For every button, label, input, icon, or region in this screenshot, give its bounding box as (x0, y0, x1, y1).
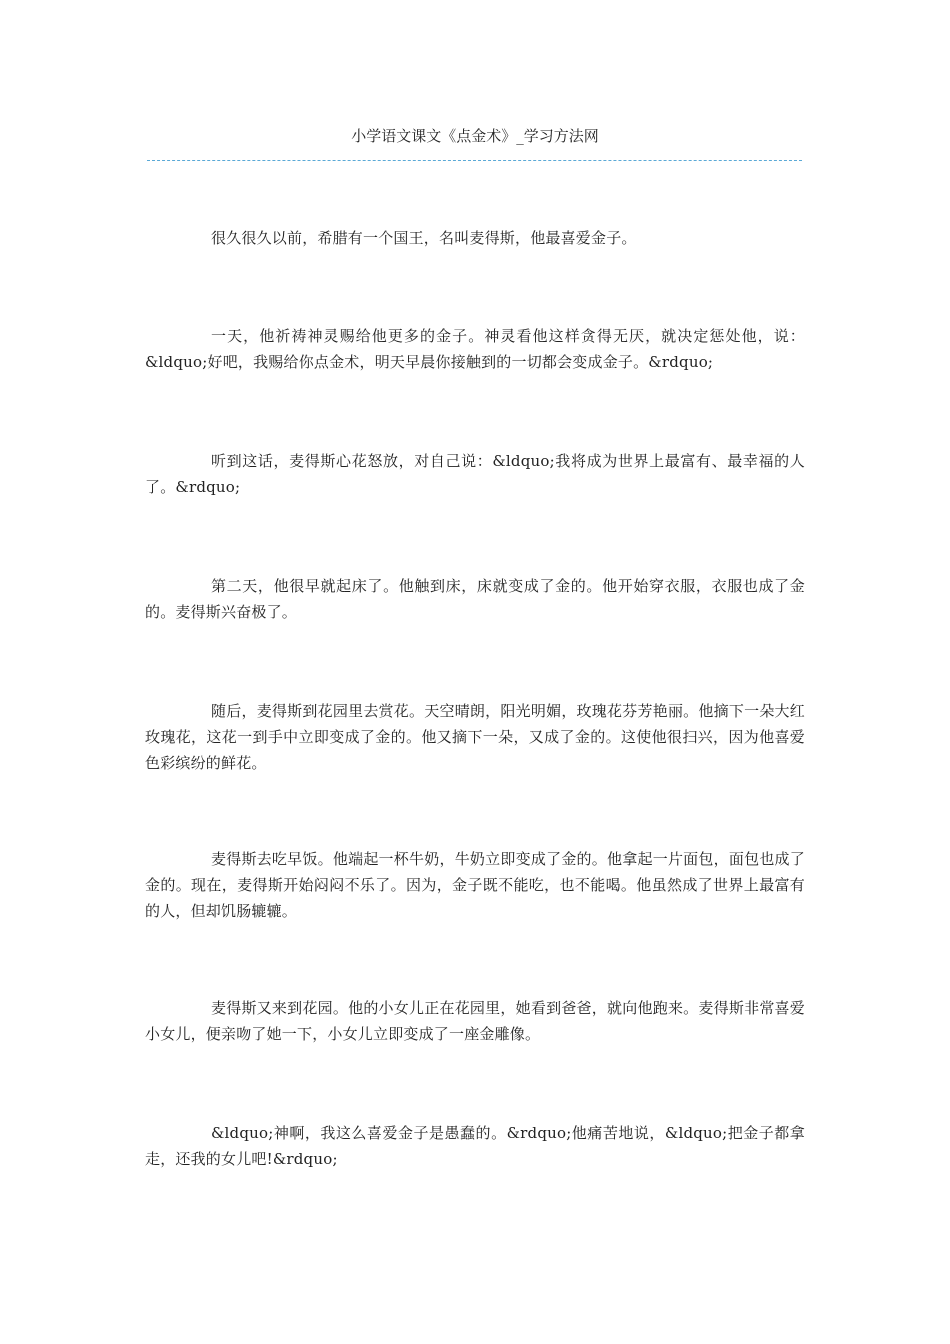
paragraph: 很久很久以前，希腊有一个国王，名叫麦得斯，他最喜爱金子。 (211, 229, 637, 247)
document-title: 小学语文课文《点金术》_学习方法网 (351, 127, 599, 145)
paragraph: 随后，麦得斯到花园里去赏花。天空晴朗，阳光明媚，玫瑰花芬芳艳丽。他摘下一朵大红玫瑰花，这花一到手中立即变成了金的。他又摘下一朵，又成了金的。这使他很扫兴，因为他喜爱色彩缤纷的鲜花。 (145, 702, 805, 772)
title-divider (147, 160, 802, 161)
paragraph: 麦得斯又来到花园。他的小女儿正在花园里，她看到爸爸，就向他跑来。麦得斯非常喜爱小女儿，便亲吻了她一下，小女儿立即变成了一座金雕像。 (145, 999, 805, 1043)
paragraph: 麦得斯去吃早饭。他端起一杯牛奶，牛奶立即变成了金的。他拿起一片面包，面包也成了金的。现在，麦得斯开始闷闷不乐了。因为，金子既不能吃，也不能喝。他虽然成了世界上最富有的人，但却饥肠辘辘。 (145, 850, 805, 920)
paragraph: &ldquo;神啊，我这么喜爱金子是愚蠢的。&rdquo;他痛苦地说，&ldquo;把金子都拿走，还我的女儿吧!&rdquo; (145, 1124, 805, 1168)
paragraph: 一天，他祈祷神灵赐给他更多的金子。神灵看他这样贪得无厌，就决定惩处他，说：&ldquo;好吧，我赐给你点金术，明天早晨你接触到的一切都会变成金子。&rdquo; (145, 327, 805, 371)
paragraph: 第二天，他很早就起床了。他触到床，床就变成了金的。他开始穿衣服，衣服也成了金的。麦得斯兴奋极了。 (145, 577, 805, 621)
paragraph: 听到这话，麦得斯心花怒放，对自己说：&ldquo;我将成为世界上最富有、最幸福的人了。&rdquo; (145, 452, 805, 496)
